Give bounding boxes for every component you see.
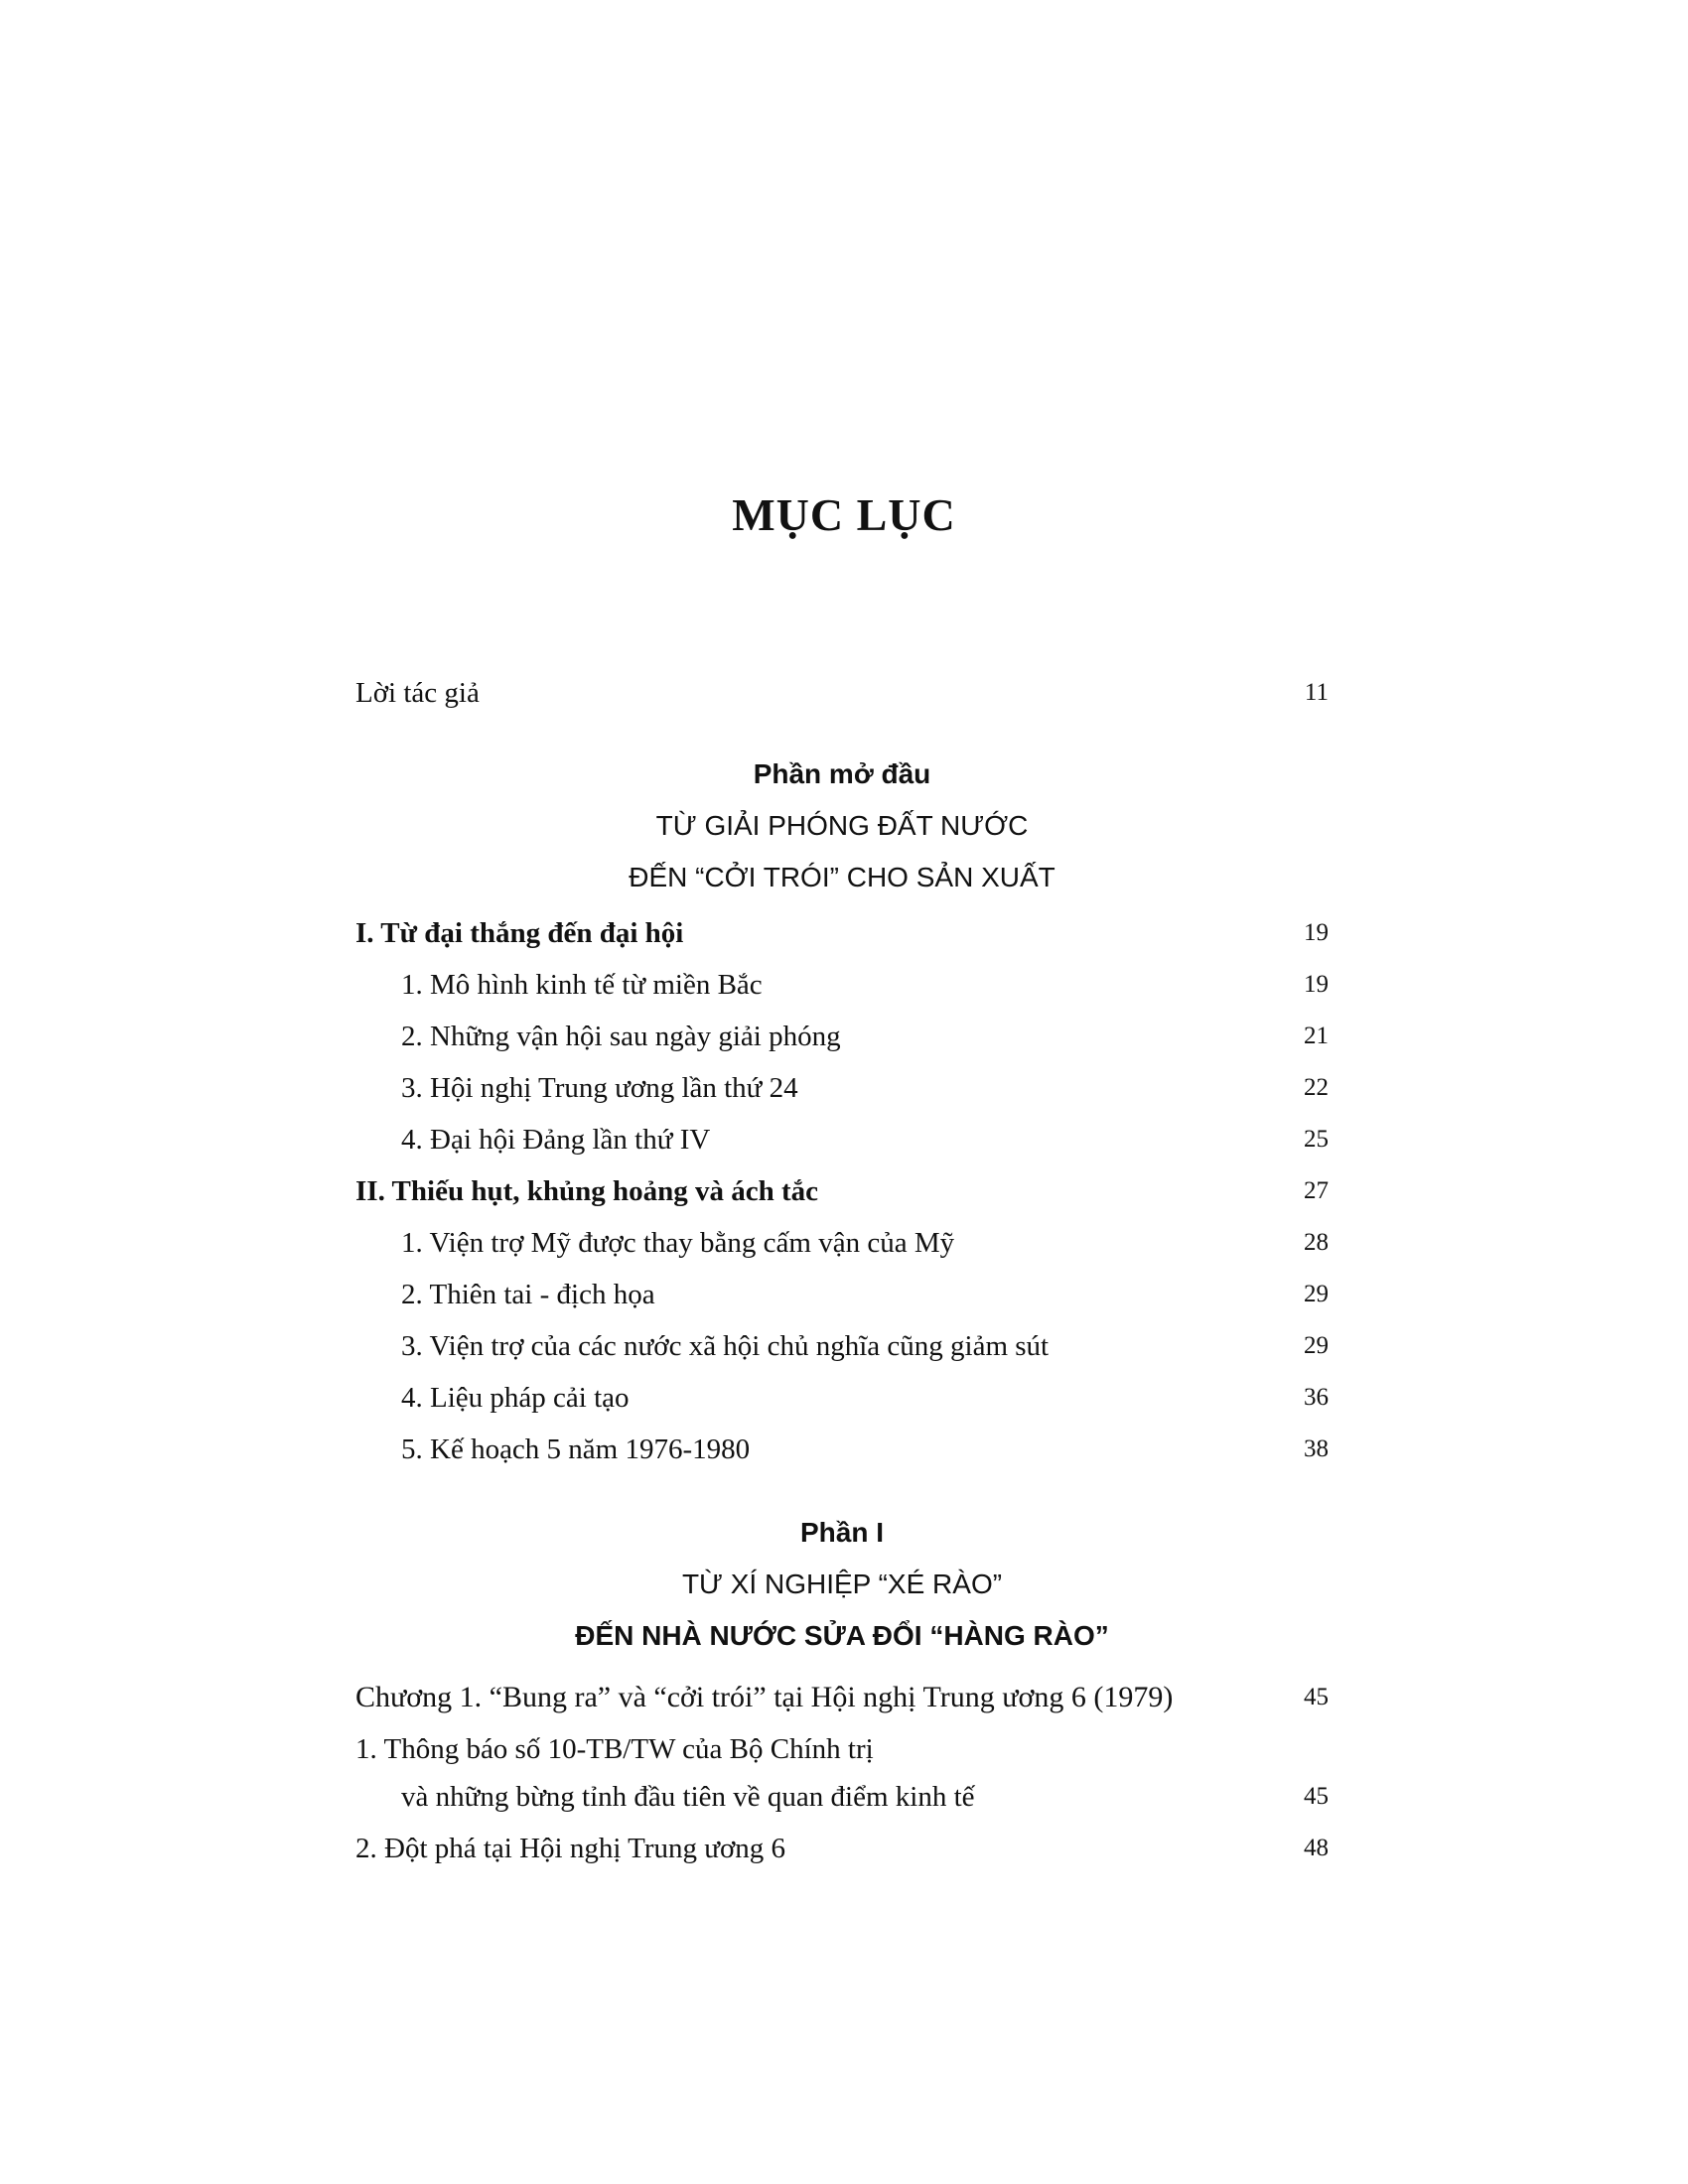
part-title-line: ĐẾN NHÀ NƯỚC SỬA ĐỔI “HÀNG RÀO”	[575, 1620, 1109, 1651]
toc-entry	[355, 1217, 1329, 1269]
toc-entry-label: 5. Kế hoạch 5 năm 1976-1980	[401, 1433, 751, 1465]
toc-page-number: 25	[1304, 1126, 1329, 1153]
toc-entry	[355, 959, 1329, 1011]
toc-entry-continuation	[355, 1771, 1329, 1823]
toc-page-number: 29	[1304, 1332, 1329, 1359]
toc-entry	[355, 1372, 1329, 1424]
toc-entry	[355, 1269, 1329, 1320]
toc-page-number: 38	[1304, 1435, 1329, 1462]
toc-page-number: 45	[1304, 1684, 1329, 1710]
toc-entry-label: 4. Liệu pháp cải tạo	[401, 1382, 630, 1414]
toc-entry	[355, 1062, 1329, 1114]
toc-entry	[355, 1114, 1329, 1165]
toc-entry	[355, 1320, 1329, 1372]
toc-entry	[355, 1823, 1329, 1874]
toc-entry-preface	[355, 667, 1329, 719]
toc-page-number: 28	[1304, 1229, 1329, 1256]
toc-entry	[355, 1011, 1329, 1062]
page-title: MỤC LỤC	[732, 489, 956, 540]
toc-entry	[355, 1424, 1329, 1475]
toc-section-2	[355, 1165, 1329, 1217]
part-heading: Phần I	[799, 1517, 884, 1548]
toc-page-number: 29	[1304, 1281, 1329, 1307]
toc-entry-label: 1. Mô hình kinh tế từ miền Bắc	[401, 969, 763, 1001]
toc-page-number: 48	[1304, 1835, 1329, 1861]
toc-entry-label: 2. Những vận hội sau ngày giải phóng	[401, 1021, 841, 1052]
toc-page-number: 45	[1304, 1783, 1329, 1810]
toc-entry-label: 3. Hội nghị Trung ương lần thứ 24	[401, 1072, 798, 1104]
toc-page-number: 22	[1304, 1074, 1329, 1101]
toc-entry-label: I. Từ đại thắng đến đại hội	[355, 917, 684, 949]
toc-entry-label: 4. Đại hội Đảng lần thứ IV	[401, 1124, 711, 1156]
toc-entry-label: 2. Đột phá tại Hội nghị Trung ương 6	[355, 1833, 786, 1864]
part-title-line: TỪ XÍ NGHIỆP “XÉ RÀO”	[681, 1569, 1003, 1599]
toc-entry-label: 1. Thông báo số 10-TB/TW của Bộ Chính trị	[355, 1733, 874, 1765]
toc-entry-label: 3. Viện trợ của các nước xã hội chủ nghĩa cũng giảm sút	[401, 1330, 1050, 1362]
toc-entry-label: II. Thiếu hụt, khủng hoảng và ách tắc	[355, 1175, 819, 1207]
toc-page-number: 36	[1304, 1384, 1329, 1411]
toc-chapter-1	[355, 1672, 1329, 1723]
toc-entry-label: Chương 1. “Bung ra” và “cởi trói” tại Hội nghị Trung ương 6 (1979)	[355, 1681, 1174, 1713]
toc-page-number: 27	[1304, 1177, 1329, 1204]
part-title-line: TỪ GIẢI PHÓNG ĐẤT NƯỚC	[655, 810, 1029, 841]
toc-entry-label: 2. Thiên tai - địch họa	[401, 1279, 655, 1310]
toc-page-number: 11	[1304, 679, 1329, 706]
toc-entry-label: 1. Viện trợ Mỹ được thay bằng cấm vận của Mỹ	[401, 1227, 955, 1259]
toc-entry	[355, 1723, 1329, 1775]
part-title-line: ĐẾN “CỞI TRÓI” CHO SẢN XUẤT	[629, 862, 1055, 892]
toc-page-number: 19	[1304, 971, 1329, 998]
part-heading: Phần mở đầu	[753, 758, 931, 789]
toc-page-number: 19	[1304, 919, 1329, 946]
toc-entry-label: Lời tác giả	[355, 677, 480, 709]
toc-section-1	[355, 907, 1329, 959]
toc-entry-label: và những bừng tỉnh đầu tiên về quan điểm kinh tế	[401, 1781, 975, 1813]
toc-page-number: 21	[1304, 1023, 1329, 1049]
